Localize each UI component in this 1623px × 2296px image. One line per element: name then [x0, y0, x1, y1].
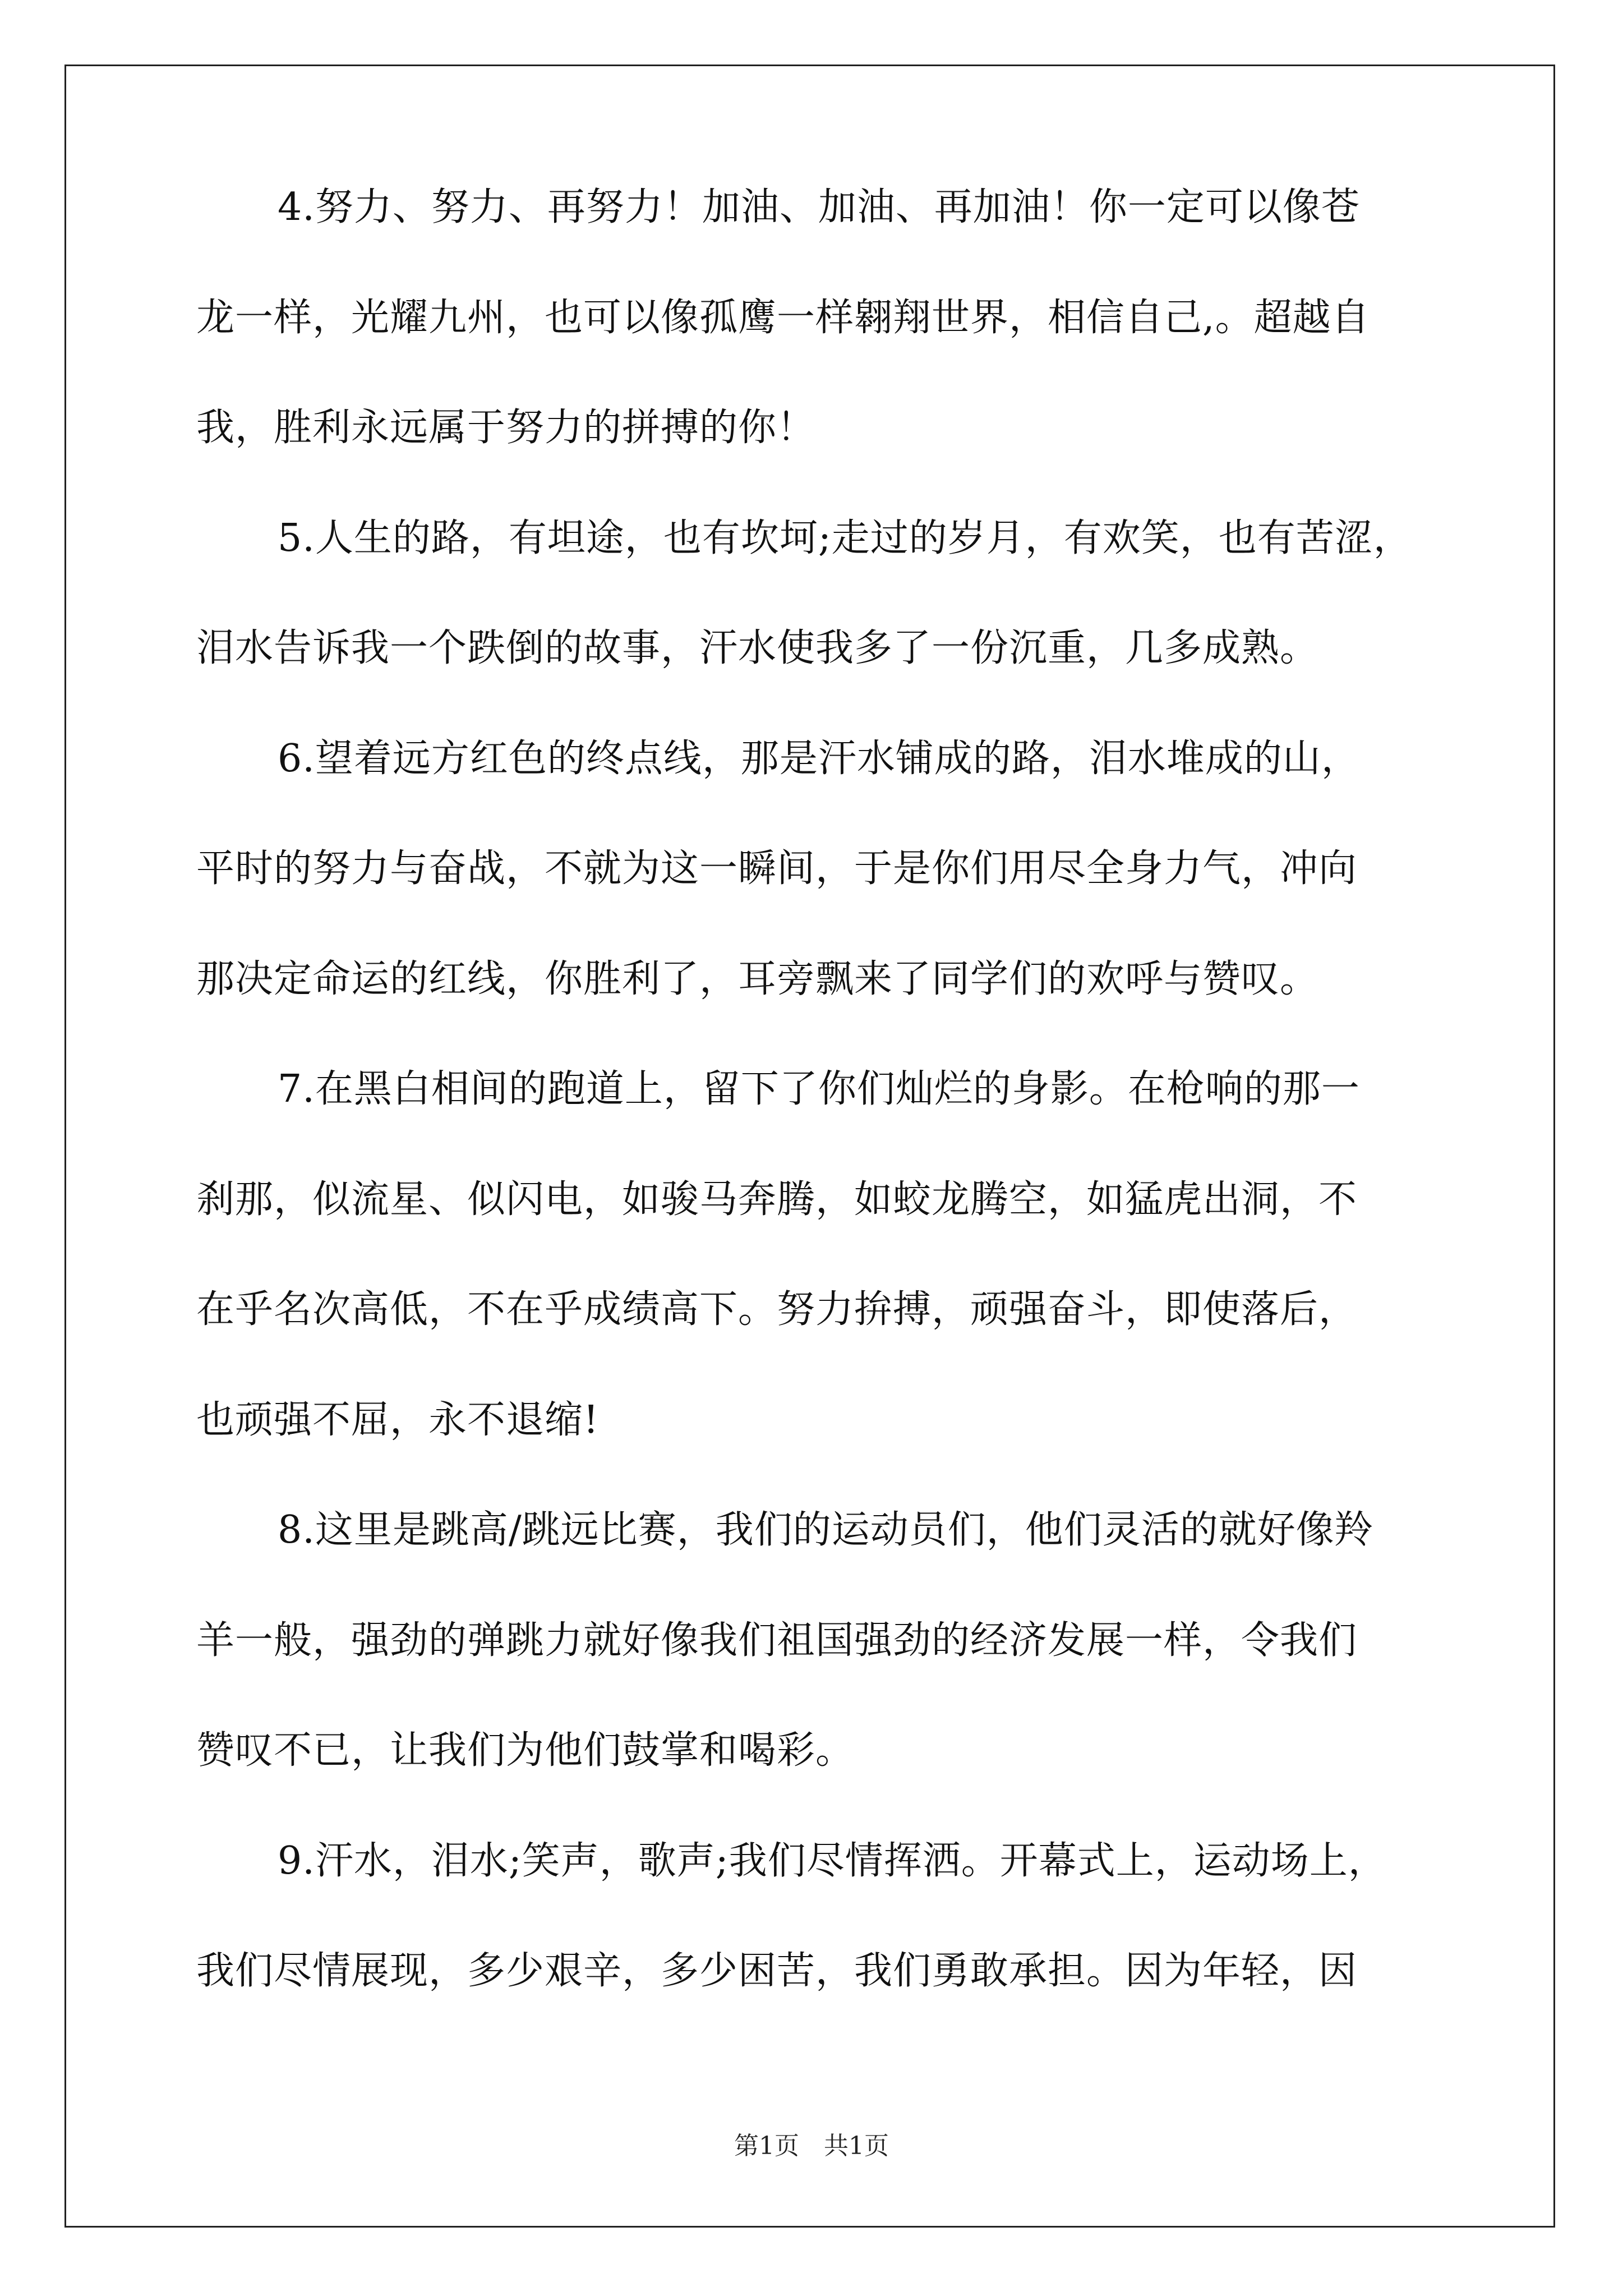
- paragraph-8-line-2: 羊一般，强劲的弹跳力就好像我们祖国强劲的经济发展一样，令我们: [196, 1618, 1358, 1663]
- paragraph-4-line-1: 4.努力、努力、再努力！加油、加油、再加油！你一定可以像苍: [278, 185, 1360, 229]
- paragraph-4-line-3: 我，胜利永远属于努力的拼搏的你！: [196, 406, 816, 450]
- paragraph-9-line-2: 我们尽情展现，多少艰辛，多少困苦，我们勇敢承担。因为年轻，因: [196, 1949, 1358, 1993]
- paragraph-7-line-4: 也顽强不屈，永不退缩!: [196, 1398, 600, 1442]
- paragraph-5-line-1: 5.人生的路，有坦途，也有坎坷;走过的岁月，有欢笑，也有苦涩，: [278, 516, 1412, 560]
- paragraph-8-line-3: 赞叹不已，让我们为他们鼓掌和喝彩。: [196, 1728, 855, 1773]
- paragraph-6-line-3: 那决定命运的红线，你胜利了，耳旁飘来了同学们的欢呼与赞叹。: [196, 957, 1319, 1001]
- paragraph-5-line-2: 泪水告诉我一个跌倒的故事，汗水使我多了一份沉重，几多成熟。: [196, 626, 1319, 670]
- page-border: [64, 65, 1555, 2228]
- paragraph-6-line-1: 6.望着远方红色的终点线，那是汗水铺成的路，泪水堆成的山，: [278, 737, 1360, 781]
- page-number-footer: 第1页 共1页: [734, 2132, 889, 2160]
- paragraph-6-line-2: 平时的努力与奋战，不就为这一瞬间，于是你们用尽全身力气，冲向: [196, 846, 1358, 891]
- paragraph-7-line-1: 7.在黑白相间的跑道上，留下了你们灿烂的身影。在枪响的那一: [278, 1067, 1360, 1111]
- paragraph-7-line-3: 在乎名次高低，不在乎成绩高下。努力拚搏，顽强奋斗，即使落后，: [196, 1287, 1358, 1332]
- paragraph-9-line-1: 9.汗水，泪水;笑声，歌声;我们尽情挥洒。开幕式上，运动场上，: [278, 1839, 1387, 1883]
- paragraph-7-line-2: 刹那，似流星、似闪电，如骏马奔腾，如蛟龙腾空，如猛虎出洞，不: [196, 1177, 1358, 1222]
- paragraph-4-line-2: 龙一样，光耀九州，也可以像孤鹰一样翱翔世界，相信自己,。超越自: [196, 296, 1370, 340]
- paragraph-8-line-1: 8.这里是跳高/跳远比赛，我们的运动员们，他们灵活的就好像羚: [278, 1508, 1373, 1552]
